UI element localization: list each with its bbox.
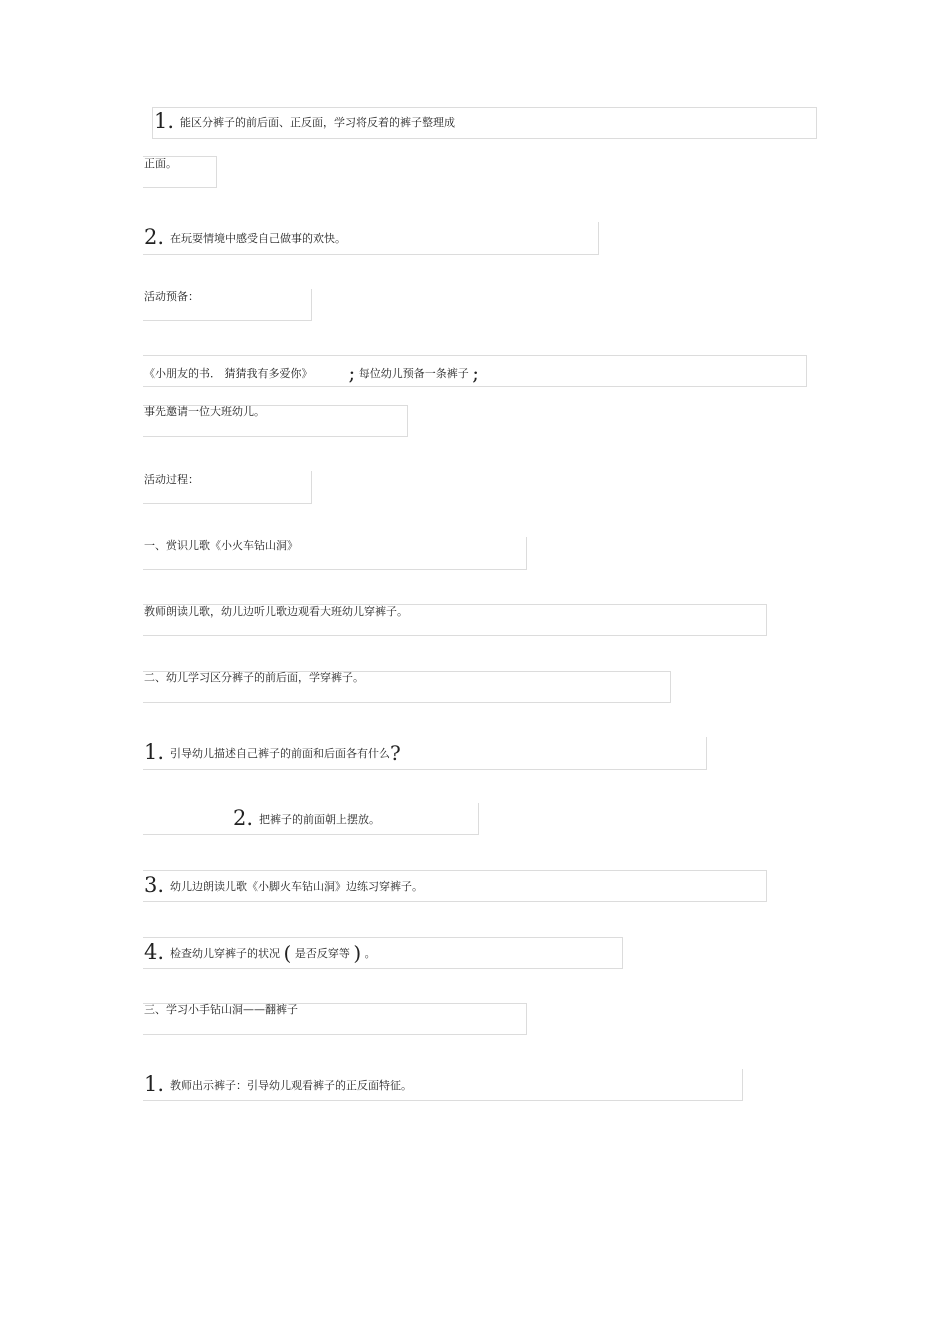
section2-title-text: 二、幼儿学习区分裤子的前后面，学穿裤子。 xyxy=(144,671,364,684)
prep-materials-separator-1: ; xyxy=(348,361,356,385)
section2-title xyxy=(144,671,364,685)
section2-step-1-end: ? xyxy=(390,741,401,765)
section2-step-1 xyxy=(144,740,401,765)
objective-1 xyxy=(154,109,456,133)
section3-title-text: 三、学习小手钻山洞——翻裤子 xyxy=(144,1003,298,1016)
section1-title-text: 一、赏识儿歌《小火车钻山洞》 xyxy=(144,539,298,552)
section2-step-4 xyxy=(144,940,376,965)
section1-body-text: 教师朗读儿歌，幼儿边听儿歌边观看大班幼儿穿裤子。 xyxy=(144,605,408,618)
prep-note-text: 事先邀请一位大班幼儿。 xyxy=(144,405,265,418)
section3-step-1-text: 教师出示裤子：引导幼儿观看裤子的正反面特征。 xyxy=(170,1079,413,1092)
objective-2-text: 在玩耍情境中感受自己做事的欢快。 xyxy=(170,232,347,245)
objective-2 xyxy=(144,225,347,249)
section2-step-2 xyxy=(233,806,381,830)
prep-heading-text: 活动预备： xyxy=(144,290,199,303)
prep-materials xyxy=(144,361,479,385)
section2-step-1-number: 1. xyxy=(144,740,165,764)
section2-step-4-end: 。 xyxy=(364,947,376,960)
objective-1-continuation xyxy=(144,157,177,171)
section1-text xyxy=(144,605,408,619)
prep-heading xyxy=(144,290,199,304)
section3-step-1-number: 1. xyxy=(144,1072,165,1096)
section2-step-3 xyxy=(144,873,424,897)
section2-step-3-text: 幼儿边朗读儿歌《小脚火车钻山洞》边练习穿裤子。 xyxy=(170,880,424,893)
section2-step-3-number: 3. xyxy=(144,873,165,897)
section2-step-4-number: 4. xyxy=(144,940,165,964)
section3-step-1 xyxy=(144,1072,413,1096)
section2-step-4-paren-close: ) xyxy=(353,941,362,965)
prep-materials-item: 每位幼儿预备一条裤子 xyxy=(358,367,469,380)
section2-step-4-paren-text: 是否反穿等 xyxy=(294,947,350,960)
prep-materials-separator-2: ; xyxy=(472,361,479,385)
process-heading xyxy=(144,473,199,487)
objective-1-number: 1. xyxy=(154,109,175,133)
process-heading-text: 活动过程： xyxy=(144,473,199,486)
objective-1-continuation-text: 正面。 xyxy=(144,157,177,170)
section2-step-2-number: 2. xyxy=(233,806,254,830)
section2-step-1-text: 引导幼儿描述自己裤子的前面和后面各有什么 xyxy=(170,747,391,760)
prep-note xyxy=(144,405,265,419)
section1-title xyxy=(144,539,298,553)
section2-step-4-text: 检查幼儿穿裤子的状况 xyxy=(170,947,281,960)
section2-step-2-text: 把裤子的前面朝上摆放。 xyxy=(259,813,381,826)
objective-1-text: 能区分裤子的前后面、正反面，学习将反着的裤子整理成 xyxy=(180,116,456,129)
section2-step-4-paren-open: ( xyxy=(283,941,292,965)
section3-title xyxy=(144,1003,298,1017)
objective-2-number: 2. xyxy=(144,225,165,249)
prep-materials-book: 《小朋友的书． 猜猜我有多爱你》 xyxy=(144,367,313,380)
